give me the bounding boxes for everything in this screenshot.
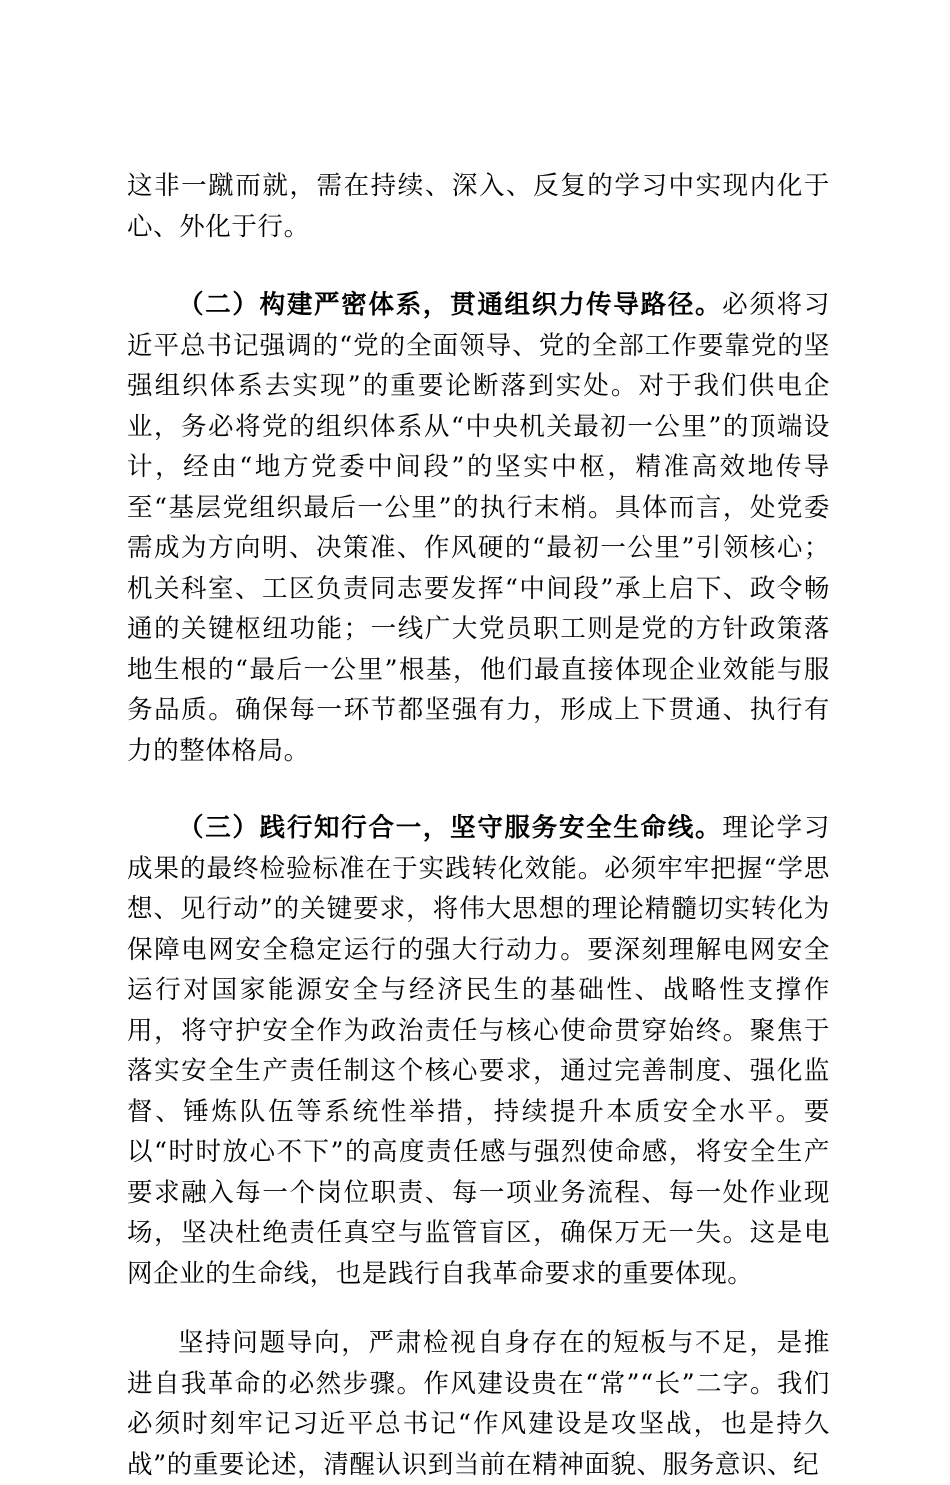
paragraph-text: 必须将习近平总书记强调的“党的全面领导、党的全部工作要靠党的坚强组织体系去实现”的重要论断落到实处。对于我们供电企业，务必将党的组织体系从“中央机关最初一公里”的顶端设计，经由“地方党委中间段”的坚实中枢，精准高效地传导至“基层党组织最后一公里”的执行末梢。具体而言，处党委需成为方向明、决策准、作风硬的“最初一公里”引领核心；机关科室、工区负责同志要发挥“中间段”承上启下、政令畅通的关键枢纽功能；一线广大党员职工则是党的方针政策落地生根的“最后一公里”根基，他们最直接体现企业效能与服务品质。确保每一环节都坚强有力，形成上下贯通、执行有力的整体格局。 [127,290,830,766]
paragraph-lead: （三）践行知行合一，坚守服务安全生命线。 [178,813,723,843]
paragraph-section-3 [127,808,830,1294]
paragraph-section-2 [127,285,830,771]
paragraph-text: 坚持问题导向，严肃检视自身存在的短板与不足，是推进自我革命的必然步骤。作风建设贵在“常”“长”二字。我们必须时刻牢记习近平总书记“作风建设是攻坚战，也是持久战”的重要论述，清醒认识到当前在精神面貌、服务意识、纪 [127,1328,830,1480]
paragraph-lead: （二）构建严密体系，贯通组织力传导路径。 [178,290,723,320]
paragraph-continuation [127,166,830,247]
document-page [127,166,830,1485]
paragraph-text: 理论学习成果的最终检验标准在于实践转化效能。必须牢牢把握“学思想、见行动”的关键要求，将伟大思想的理论精髓切实转化为保障电网安全稳定运行的强大行动力。要深刻理解电网安全运行对国家能源安全与经济民生的基础性、战略性支撑作用，将守护安全作为政治责任与核心使命贯穿始终。聚焦于落实安全生产责任制这个核心要求，通过完善制度、强化监督、锤炼队伍等系统性举措，持续提升本质安全水平。要以“时时放心不下”的高度责任感与强烈使命感，将安全生产要求融入每一个岗位职责、每一项业务流程、每一处作业现场，坚决杜绝责任真空与监管盲区，确保万无一失。这是电网企业的生命线，也是践行自我革命要求的重要体现。 [127,813,830,1289]
paragraph-text: 这非一蹴而就，需在持续、深入、反复的学习中实现内化于心、外化于行。 [127,171,830,242]
paragraph-problem [127,1323,830,1485]
